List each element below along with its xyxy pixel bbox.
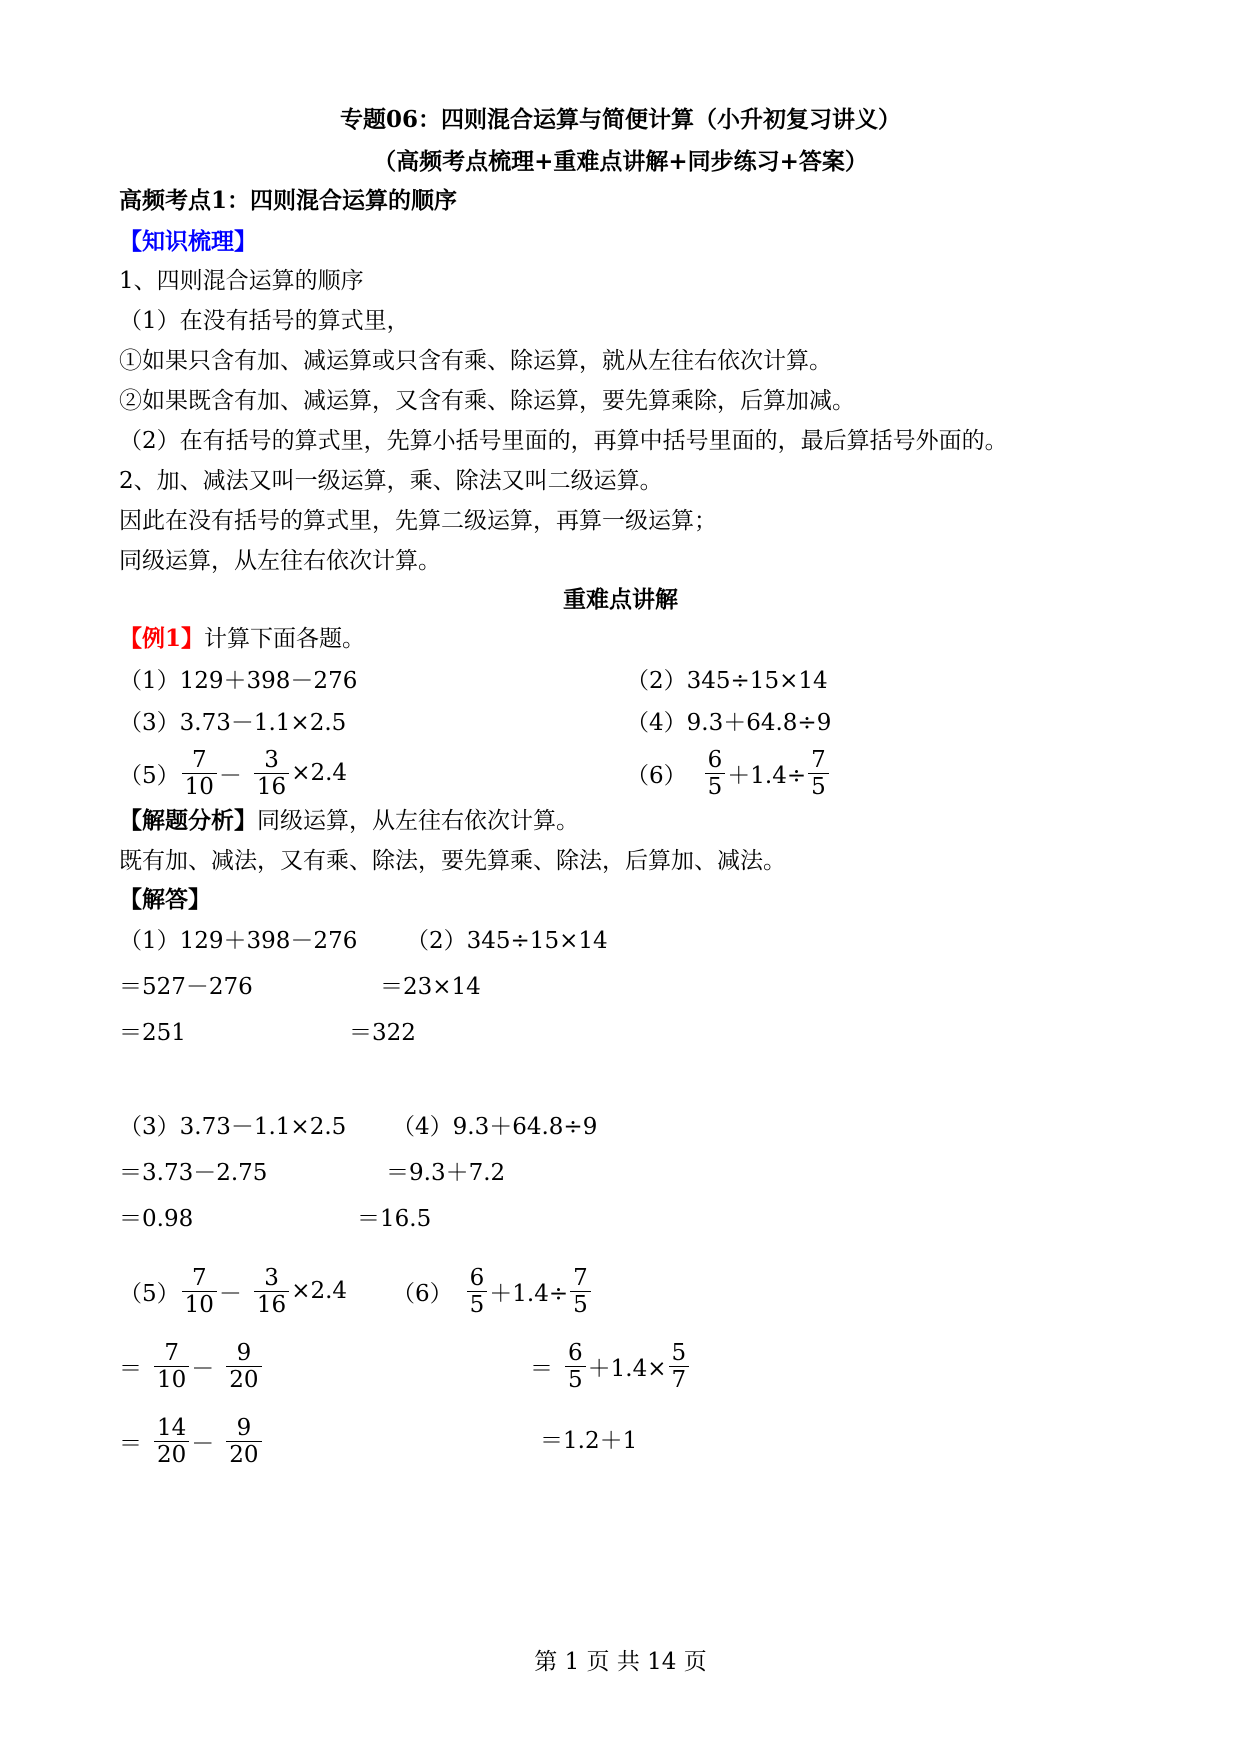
fraction-numerator: 5 [669, 1340, 690, 1367]
fraction [182, 747, 217, 800]
page-footer: 第 1 页 共 14 页 [534, 1649, 707, 1675]
operator: － [218, 1280, 242, 1307]
fraction-denominator: 20 [229, 1366, 259, 1393]
equals-sign: ＝ [119, 1430, 142, 1457]
fraction [154, 1415, 189, 1468]
fraction [565, 1340, 586, 1393]
solution-line: ＝16.5 [357, 1206, 432, 1232]
solution-line: ＝527－276 [119, 974, 253, 1000]
fraction-numerator: 3 [254, 1265, 289, 1292]
fraction [254, 747, 289, 800]
fraction-numerator: 6 [705, 747, 726, 774]
problem-6-mid: ＋1.4÷ [727, 762, 807, 789]
knowledge-line: 2、加、减法又叫一级运算，乘、除法又叫二级运算。 [119, 468, 663, 494]
solution-line: （3）3.73－1.1×2.5 [119, 1114, 347, 1140]
knowledge-line: （2）在有括号的算式里，先算小括号里面的，再算中括号里面的，最后算括号外面的。 [119, 428, 1008, 454]
solution-line: ＝9.3＋7.2 [386, 1160, 506, 1186]
operator: － [218, 762, 242, 789]
fraction-denominator: 5 [469, 1291, 485, 1318]
fraction [669, 1340, 690, 1393]
document-title: 专题06：四则混合运算与简便计算（小升初复习讲义） [339, 106, 901, 133]
fraction-numerator: 6 [565, 1340, 586, 1367]
example-text: 计算下面各题。 [204, 626, 366, 652]
solution-line: ＝23×14 [380, 974, 481, 1000]
fraction [467, 1265, 488, 1318]
problem-5 [119, 743, 347, 803]
section-heading-2: 重难点讲解 [563, 586, 678, 613]
solution-label: （5） [119, 1280, 180, 1307]
solution-6-line-2 [530, 1336, 691, 1396]
solution-tail: ×2.4 [291, 1278, 348, 1304]
fraction-numerator: 7 [808, 747, 829, 774]
knowledge-line: （1）在没有括号的算式里， [119, 308, 410, 334]
problem-5-tail: ×2.4 [291, 760, 348, 786]
document-subtitle: （高频考点梳理+重难点讲解+同步练习+答案） [373, 148, 868, 175]
knowledge-tag: 【知识梳理】 [119, 228, 257, 255]
solution-5-line-1 [119, 1261, 347, 1321]
fraction [226, 1415, 261, 1468]
fraction-denominator: 7 [671, 1366, 687, 1393]
solution-line: （4）9.3＋64.8÷9 [392, 1114, 598, 1140]
fraction-denominator: 16 [256, 773, 287, 800]
fraction-numerator: 7 [182, 747, 217, 774]
solution-line: ＝1.2＋1 [540, 1428, 638, 1454]
fraction-numerator: 7 [570, 1265, 591, 1292]
solution-line: ＝0.98 [119, 1206, 194, 1232]
example-tag: 【例1】 [119, 625, 205, 652]
fraction-denominator: 5 [568, 1366, 583, 1393]
equals-sign: ＝ [119, 1355, 142, 1382]
knowledge-line: 1、四则混合运算的顺序 [119, 268, 364, 294]
fraction [254, 1265, 289, 1318]
solution-label: （6） [392, 1280, 453, 1307]
fraction-numerator: 7 [154, 1340, 189, 1367]
operator: － [191, 1430, 215, 1457]
problem-6 [626, 743, 831, 803]
fraction [154, 1340, 189, 1393]
fraction [226, 1340, 261, 1393]
solution-line: （2）345÷15×14 [406, 928, 608, 954]
problem-3: （3）3.73－1.1×2.5 [119, 710, 347, 736]
equals-sign: ＝ [530, 1355, 553, 1382]
problem-1: （1）129＋398－276 [119, 668, 358, 694]
solution-line: ＝3.73－2.75 [119, 1160, 268, 1186]
knowledge-line: 因此在没有括号的算式里，先算二级运算，再算一级运算； [119, 508, 717, 534]
solution-mid: ＋1.4÷ [489, 1280, 569, 1307]
fraction-denominator: 10 [157, 1366, 187, 1393]
fraction-numerator: 9 [226, 1340, 261, 1367]
solution-line: （1）129＋398－276 [119, 928, 358, 954]
fraction [705, 747, 726, 800]
solution-mid: ＋1.4× [587, 1355, 667, 1382]
fraction-numerator: 3 [254, 747, 289, 774]
operator: － [191, 1355, 215, 1382]
solution-5-line-3 [119, 1411, 264, 1471]
fraction [182, 1265, 217, 1318]
problem-5-label: （5） [119, 762, 180, 789]
knowledge-line: ②如果既含有加、减运算，又含有乘、除运算，要先算乘除，后算加减。 [119, 388, 855, 414]
fraction-denominator: 10 [184, 1291, 214, 1318]
fraction-denominator: 5 [811, 773, 826, 800]
section-heading-1: 高频考点1：四则混合运算的顺序 [119, 187, 458, 214]
answer-tag: 【解答】 [119, 886, 211, 913]
knowledge-line: ①如果只含有加、减运算或只含有乘、除运算，就从左往右依次计算。 [119, 348, 832, 374]
problem-6-label: （6） [626, 762, 687, 789]
fraction-denominator: 20 [229, 1441, 259, 1468]
solution-5-line-2 [119, 1336, 264, 1396]
solution-line: ＝251 [119, 1020, 186, 1046]
fraction-denominator: 10 [184, 773, 214, 800]
fraction-denominator: 16 [256, 1291, 287, 1318]
fraction [808, 747, 829, 800]
fraction [570, 1265, 591, 1318]
analysis-text: 同级运算，从左往右依次计算。 [257, 808, 579, 834]
knowledge-line: 同级运算，从左往右依次计算。 [119, 548, 441, 574]
analysis-line-2: 既有加、减法，又有乘、除法，要先算乘、除法，后算加、减法。 [119, 848, 786, 874]
fraction-numerator: 9 [226, 1415, 261, 1442]
analysis-tag: 【解题分析】 [119, 807, 257, 834]
analysis-line [119, 806, 579, 836]
fraction-numerator: 14 [154, 1415, 189, 1442]
fraction-numerator: 6 [467, 1265, 488, 1292]
solution-6-line-1 [392, 1261, 593, 1321]
solution-line: ＝322 [349, 1020, 416, 1046]
problem-2: （2）345÷15×14 [626, 668, 828, 694]
fraction-denominator: 20 [157, 1441, 187, 1468]
fraction-denominator: 5 [573, 1291, 588, 1318]
problem-4: （4）9.3＋64.8÷9 [626, 710, 832, 736]
example-line [119, 624, 365, 654]
fraction-denominator: 5 [707, 773, 723, 800]
fraction-numerator: 7 [182, 1265, 217, 1292]
